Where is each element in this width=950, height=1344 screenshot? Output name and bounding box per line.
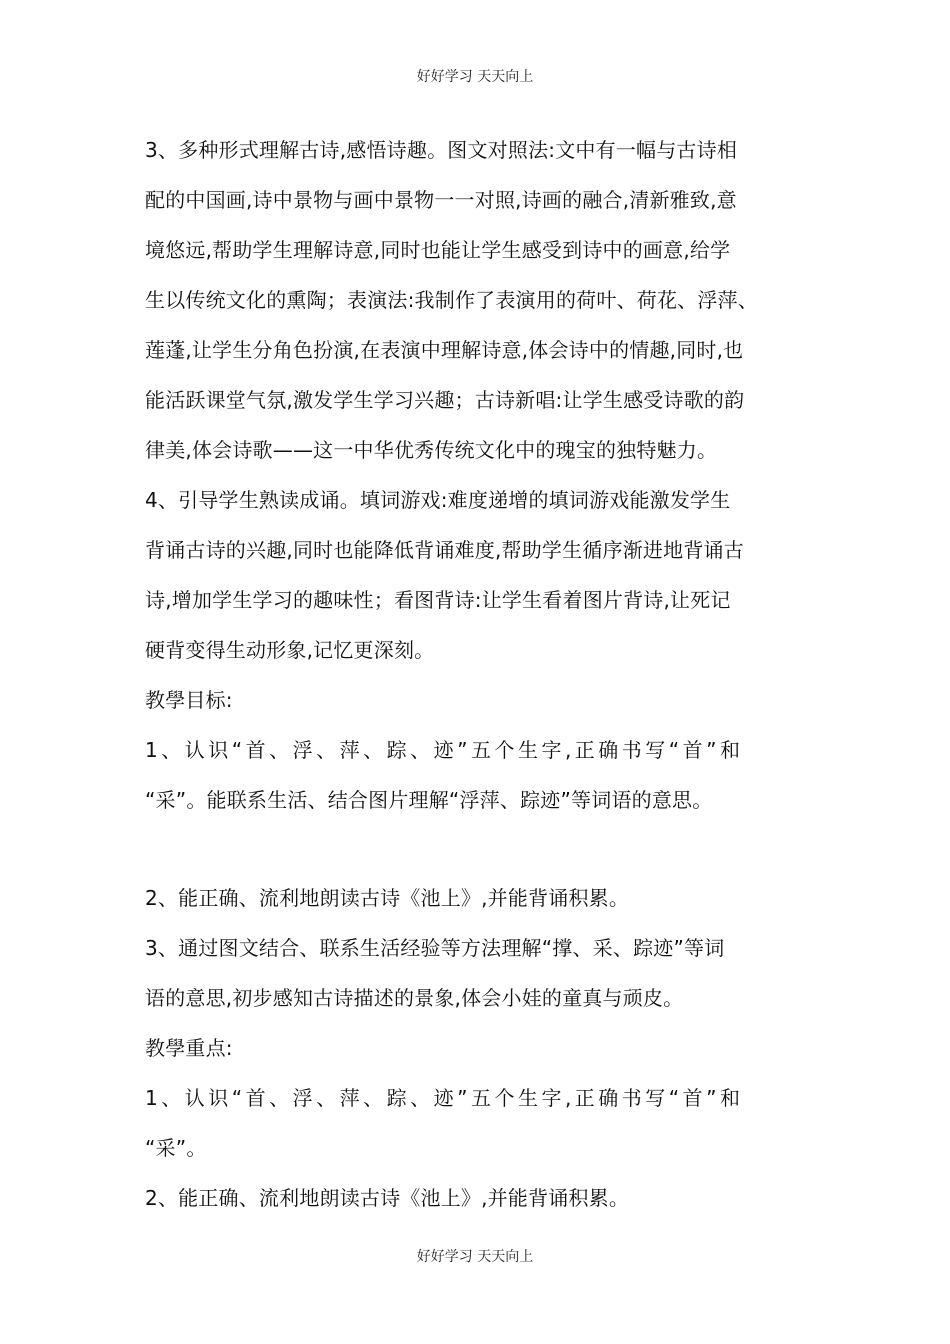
objective-item: 2、能正确、流利地朗读古诗《池上》,并能背诵积累。	[145, 886, 630, 910]
key-point-item: 2、能正确、流利地朗读古诗《池上》,并能背诵积累。	[145, 1186, 630, 1210]
paragraph-line: 配的中国画,诗中景物与画中景物一一对照,诗画的融合,清新雅致,意	[145, 188, 737, 212]
objective-item: 3、通过图文结合、联系生活经验等方法理解“撑、采、踪迹”等词	[145, 936, 725, 960]
objective-item: 语的意思,初步感知古诗描述的景象,体会小娃的童真与顽皮。	[145, 986, 684, 1010]
objective-item: “采”。能联系生活、结合图片理解“浮萍、踪迹”等词语的意思。	[145, 788, 713, 812]
paragraph-line: 3、多种形式理解古诗,感悟诗趣。图文对照法:文中有一幅与古诗相	[145, 138, 738, 162]
paragraph-line: 律美,体会诗歌——这一中华优秀传统文化中的瑰宝的独特魅力。	[145, 438, 718, 462]
section-heading: 教學重点:	[145, 1036, 233, 1060]
paragraph-line: 境悠远,帮助学生理解诗意,同时也能让学生感受到诗中的画意,给学	[145, 238, 731, 262]
key-point-item: “采”。	[145, 1136, 207, 1160]
paragraph-line: 莲蓬,让学生分角色扮演,在表演中理解诗意,体会诗中的情趣,同时,也	[145, 338, 744, 362]
paragraph-line: 生以传统文化的熏陶；表演法:我制作了表演用的荷叶、荷花、浮萍、	[145, 288, 758, 312]
section-heading: 教學目标:	[145, 688, 233, 712]
paragraph-line: 诗,增加学生学习的趣味性；看图背诗:让学生看着图片背诗,让死记	[145, 588, 731, 612]
objective-item: 1、认识“首、浮、萍、踪、迹”五个生字,正确书写“首”和	[145, 738, 744, 762]
paragraph-line: 能活跃课堂气氛,激发学生学习兴趣；古诗新唱:让学生感受诗歌的韵	[145, 388, 745, 412]
page-footer: 好好学习 天天向上	[416, 1249, 534, 1265]
paragraph-line: 4、引导学生熟读成诵。填词游戏:难度递增的填词游戏能激发学生	[145, 488, 731, 512]
paragraph-line: 背诵古诗的兴趣,同时也能降低背诵难度,帮助学生循序渐进地背诵古	[145, 538, 744, 562]
paragraph-line: 硬背变得生动形象,记忆更深刻。	[145, 638, 435, 662]
key-point-item: 1、认识“首、浮、萍、踪、迹”五个生字,正确书写“首”和	[145, 1086, 744, 1110]
page-header: 好好学习 天天向上	[416, 69, 534, 85]
